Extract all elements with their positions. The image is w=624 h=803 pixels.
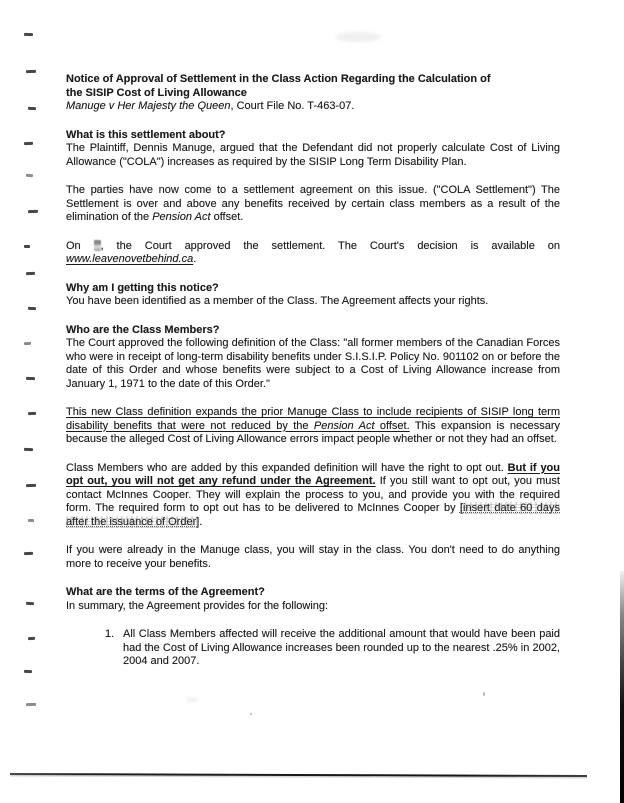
section-heading-class-members: Who are the Class Members? — [66, 323, 220, 336]
scan-speck — [96, 188, 99, 190]
section-heading-agreement-terms: What are the terms of the Agreement? — [66, 586, 265, 598]
expanded-definition-text: This new Class definition expands the prior Manuge Class to include recipients of SISIP long term disability benefits that were not reduced by the — [66, 406, 560, 432]
website-url-link[interactable]: www.leavenovetbehind.ca — [66, 253, 194, 265]
section-settlement-about — [66, 129, 560, 170]
scan-smear — [185, 697, 199, 702]
scan-artifact-dash — [28, 307, 36, 310]
scan-artifact-dash — [24, 342, 31, 345]
paragraph-opt-out — [66, 462, 560, 530]
scan-artifact-dash — [24, 448, 33, 451]
scan-artifact-dash — [26, 70, 36, 73]
paragraph-expanded-definition — [66, 406, 560, 447]
case-citation — [66, 100, 560, 114]
settlement-text-start: The parties have now come to a settlement agreement on this issue. ("COLA Settlement") The Settlement is over and above any benefits received by certain class members as a result of the elimination of the — [66, 184, 560, 223]
opt-out-period: . — [199, 515, 203, 528]
expanded-definition-offset: offset. — [374, 419, 410, 432]
paragraph-class-definition: The Court approved the following definition of the Class: "all former members of the Canadian Forces who were in receipt of long-term disability benefits under S.I.S.I.P. Policy No. 901102 on or before the date of this Order and whose benefits were subject to a Cost of Living Allowance increase from January 1, 1971 to the date of this Order." — [66, 337, 560, 390]
date-placeholder-smudge — [94, 240, 101, 251]
scan-artifact-dash — [24, 142, 33, 145]
scan-artifact-dash — [24, 245, 30, 248]
scan-artifact-dash — [26, 174, 33, 177]
scan-artifact-dash — [26, 703, 36, 706]
opt-out-process-text: If you still want to opt out, you must contact McInnes Cooper. They will explain the process to you, and provide you with the required form. The required form to opt out has to be delivered to McInnes Cooper by — [66, 475, 560, 514]
scan-speck — [250, 713, 252, 715]
scan-artifact-dash — [28, 519, 34, 522]
scan-artifact-dash — [26, 602, 34, 605]
scan-artifact-dash — [28, 412, 36, 415]
notice-body — [66, 73, 560, 684]
opt-out-warning-bold: But if you opt out, you will not get any refund under the Agreement. — [66, 461, 560, 487]
section-agreement-terms — [66, 586, 560, 613]
opt-out-right-text: Class Members who are added by this expanded definition will have the right to opt out. — [66, 461, 508, 474]
approval-text-mid: , the Court approved the settlement. The Court's decision is available on — [100, 239, 560, 252]
settlement-text-end: offset. — [210, 211, 244, 223]
section-class-members — [66, 324, 560, 392]
section-why-notice — [66, 282, 560, 309]
scan-artifact-dash — [26, 377, 35, 380]
pension-act-italic: Pension Act — [152, 211, 211, 223]
right-edge-scan-bar — [620, 571, 624, 803]
notice-title-line2: the SISIP Cost of Living Allowance — [66, 86, 247, 99]
case-name: Manuge v Her Majesty the Queen — [66, 100, 231, 112]
list-number: 1. — [105, 628, 115, 640]
numbered-list-item-1 — [66, 628, 560, 669]
scan-artifact-dash — [28, 637, 35, 640]
paragraph-summary-intro: In summary, the Agreement provides for the following: — [66, 599, 329, 612]
approval-text-end: . — [193, 253, 197, 265]
scan-smear — [335, 32, 381, 42]
expansion-reason-text: This expansion is necessary because the alleged Cost of Living Allowance errors impact people whether or not they had an offset. — [66, 419, 560, 445]
scan-artifact-dash — [24, 670, 32, 673]
document-header — [66, 73, 560, 114]
pension-act-italic-underlined: Pension Act — [313, 419, 375, 432]
court-file-number: , Court File No. T-463-07. — [230, 100, 355, 112]
insert-date-placeholder: [insert date 60 days after the issuance of Order] — [66, 502, 560, 528]
paragraph-plaintiff-claim: The Plaintiff, Dennis Manuge, argued that the Defendant did not properly calculate Cost of Living Allowance ("COLA") increases as required by the SISIP Long Term Disability Plan. — [66, 142, 560, 168]
section-heading-settlement-about: What is this settlement about? — [66, 128, 226, 141]
scan-artifact-dash — [28, 107, 36, 110]
paragraph-court-approval — [66, 240, 560, 267]
scan-artifact-dash — [24, 33, 33, 36]
scan-artifact-dash — [24, 552, 33, 555]
paragraph-already-in-class: If you were already in the Manuge class, you will stay in the class. You don't need to do anything more to receive your benefits. — [66, 544, 560, 570]
approval-text-start: On — [66, 239, 94, 252]
scan-artifact-dash — [26, 484, 36, 487]
paragraph-settlement-agreement — [66, 184, 560, 225]
notice-title-line1: Notice of Approval of Settlement in the Class Action Regarding the Calculation of — [66, 73, 491, 85]
list-item-text: All Class Members affected will receive the additional amount that would have been paid had the Cost of Living Allowance increases been rounded up to the nearest .25% in 2002, 2004 and 2007. — [123, 628, 560, 667]
section-heading-why-notice: Why am I getting this notice? — [66, 281, 219, 294]
scan-speck — [483, 692, 485, 696]
scan-artifact-dash — [28, 210, 38, 213]
scan-artifact-dash — [26, 272, 35, 275]
page-bottom-scan-line — [10, 773, 587, 777]
paragraph-class-member-identified: You have been identified as a member of the Class. The Agreement affects your rights. — [66, 295, 489, 307]
